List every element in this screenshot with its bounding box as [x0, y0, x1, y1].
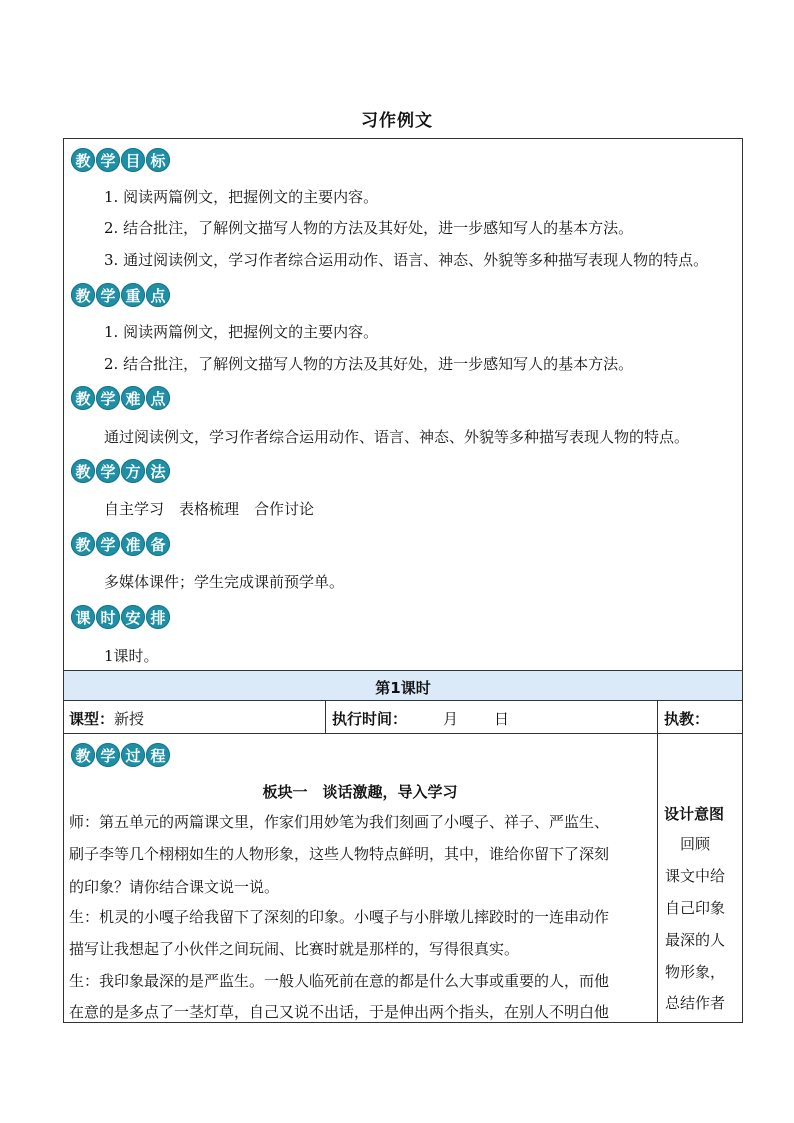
schedule-line: 1课时。 — [104, 647, 159, 665]
teacher-label: 执教： — [664, 710, 710, 728]
preparation-line: 多媒体课件；学生完成课前预学单。 — [104, 573, 345, 591]
design-intent-line: 课文中给 — [665, 867, 726, 885]
divider — [657, 700, 658, 1022]
section-badge-schedule: 课 时 安 排 — [71, 604, 171, 630]
process-line: 描写让我想起了小伙伴之间玩闹、比赛时就是那样的，写得很真实。 — [69, 940, 520, 958]
section-badge-key-points: 教 学 重 点 — [71, 282, 171, 308]
design-intent-line: 自己印象 — [665, 899, 726, 917]
design-intent-title: 设计意图 — [664, 805, 725, 823]
objective-line: 3. 通过阅读例文，学习作者综合运用动作、语言、神态、外貌等多种描写表现人物的特点。 — [104, 251, 709, 269]
section-badge-preparation: 教 学 准 备 — [71, 531, 171, 557]
lesson-header: 第1课时 — [375, 679, 431, 697]
execution-time-label: 执行时间： — [332, 710, 408, 728]
process-line: 师：第五单元的两篇课文里，作家们用妙笔为我们刻画了小嘎子、祥子、严监生、 — [69, 813, 610, 831]
design-intent-line: 最深的人 — [665, 931, 726, 949]
block-title: 板块一 谈话激趣，导入学习 — [262, 783, 458, 801]
objective-line: 2. 结合批注，了解例文描写人物的方法及其好处，进一步感知写人的基本方法。 — [104, 219, 634, 237]
process-line: 刷子李等几个栩栩如生的人物形象，这些人物特点鲜明，其中，谁给你留下了深刻 — [69, 845, 610, 863]
lesson-type-value: 新授 — [114, 710, 145, 728]
key-point-line: 1. 阅读两篇例文，把握例文的主要内容。 — [104, 323, 379, 341]
design-intent-line: 总结作者 — [665, 994, 726, 1012]
process-line: 在意的是多点了一茎灯草，自己又说不出话，于是伸出两个指头，在别人不明白他 — [69, 1003, 610, 1021]
method-line: 自主学习 表格梳理 合作讨论 — [104, 500, 315, 518]
time-day: 日 — [494, 710, 510, 728]
page-title: 习作例文 — [361, 111, 433, 131]
section-badge-objectives: 教 学 目 标 — [71, 147, 171, 173]
process-line: 生：我印象最深的是严监生。一般人临死前在意的都是什么大事或重要的人，而他 — [69, 972, 610, 990]
time-month: 月 — [443, 710, 459, 728]
divider — [63, 700, 743, 701]
process-line: 生：机灵的小嘎子给我留下了深刻的印象。小嘎子与小胖墩儿摔跤时的一连串动作 — [69, 908, 610, 926]
divider — [63, 670, 743, 671]
objective-line: 1. 阅读两篇例文，把握例文的主要内容。 — [104, 188, 379, 206]
process-line: 的印象？请你结合课文说一说。 — [69, 878, 280, 896]
design-intent-line: 回顾 — [665, 835, 711, 853]
divider — [63, 733, 743, 734]
lesson-type-label: 课型： — [69, 710, 115, 728]
section-badge-process: 教 学 过 程 — [71, 742, 171, 768]
difficulty-line: 通过阅读例文，学习作者综合运用动作、语言、神态、外貌等多种描写表现人物的特点。 — [104, 428, 690, 446]
divider — [325, 700, 326, 733]
lesson-type-cell — [69, 708, 144, 729]
section-badge-methods: 教 学 方 法 — [71, 458, 171, 484]
design-intent-line: 物形象， — [665, 963, 726, 981]
execution-time-cell — [332, 708, 407, 729]
key-point-line: 2. 结合批注，了解例文描写人物的方法及其好处，进一步感知写人的基本方法。 — [104, 355, 634, 373]
section-badge-difficulties: 教 学 难 点 — [71, 385, 171, 411]
